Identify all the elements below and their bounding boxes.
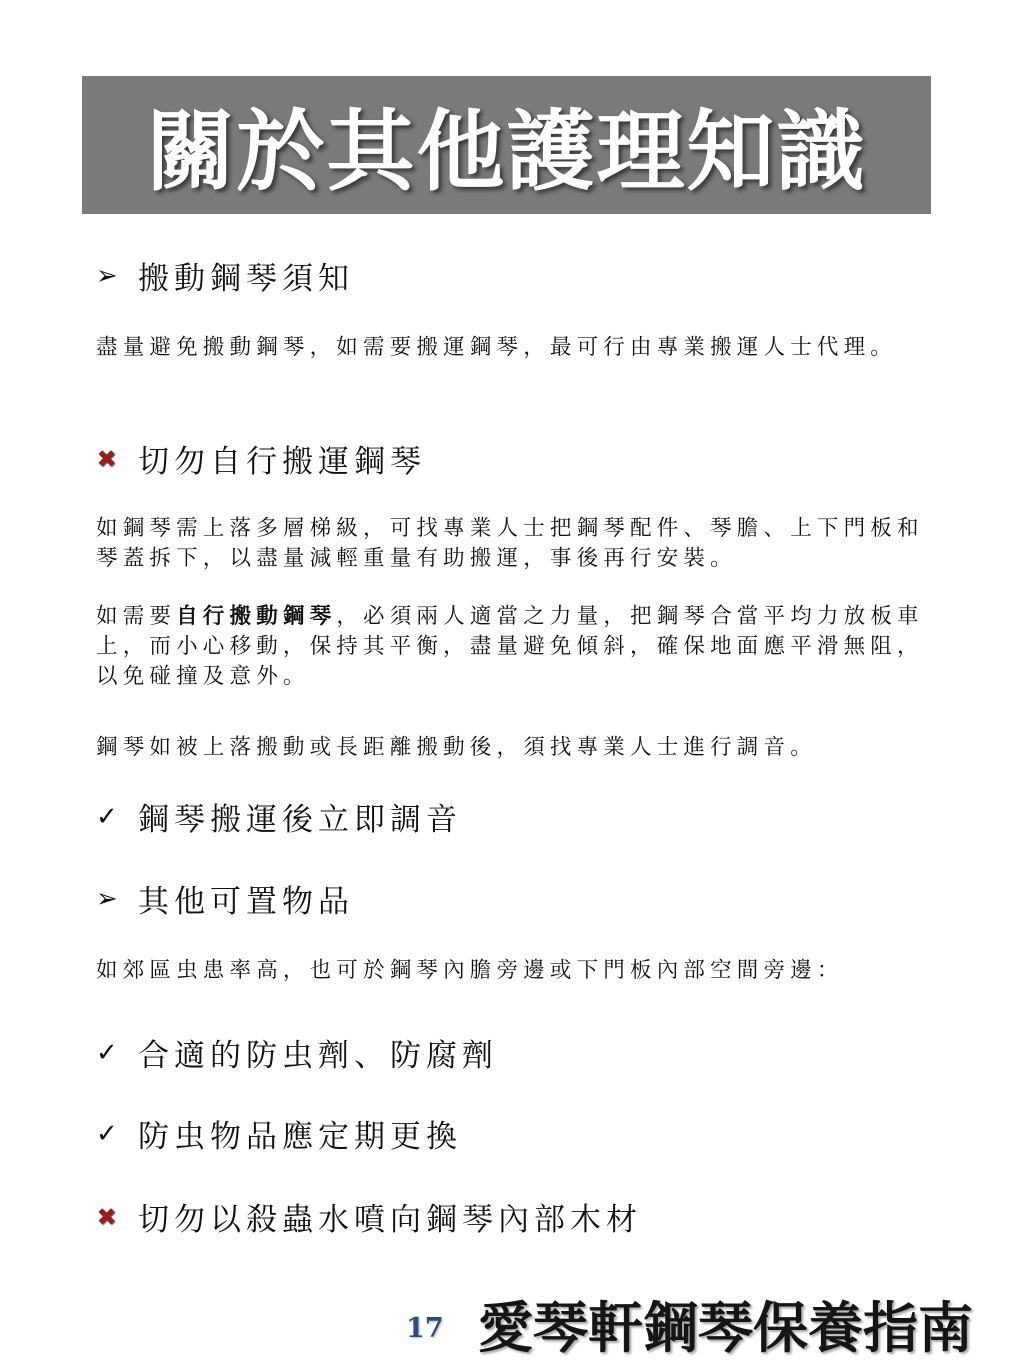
page-number: 17 bbox=[406, 1313, 444, 1344]
heading-text: 其他可置物品 bbox=[138, 884, 354, 920]
paragraph-avoid-moving: 盡量避免搬動鋼琴，如需要搬運鋼琴，最可行由專業搬運人士代理。 bbox=[96, 335, 898, 360]
title-banner bbox=[82, 76, 931, 214]
heading-tune-after-move bbox=[96, 794, 462, 839]
heading-text: 防虫物品應定期更換 bbox=[138, 1119, 462, 1155]
check-mark-icon: ✓ bbox=[96, 1037, 123, 1068]
heading-text: 搬動鋼琴須知 bbox=[138, 261, 354, 297]
check-mark-icon: ✓ bbox=[96, 1118, 123, 1149]
arrow-bullet-icon: ➢ bbox=[96, 883, 123, 914]
heading-do-not-self-move bbox=[96, 436, 426, 481]
brand-title: 愛琴軒鋼琴保養指南 bbox=[478, 1295, 974, 1360]
heading-text: 切勿以殺蟲水噴向鋼琴內部木材 bbox=[138, 1202, 642, 1238]
heading-text: 合適的防虫劑、防腐劑 bbox=[138, 1038, 498, 1074]
heading-moving-notes bbox=[96, 253, 354, 298]
check-mark-icon: ✓ bbox=[96, 801, 123, 832]
heading-repellent bbox=[96, 1030, 498, 1075]
page-title: 關於其他護理知識 bbox=[146, 99, 867, 203]
heading-text: 鋼琴搬運後立即調音 bbox=[138, 802, 462, 838]
heading-replace-regularly bbox=[96, 1111, 462, 1156]
paragraph-tuning: 鋼琴如被上落搬動或長距離搬動後，須找專業人士進行調音。 bbox=[96, 735, 817, 760]
self-move-prefix: 如需要 bbox=[96, 604, 177, 629]
paragraph-self-move bbox=[96, 602, 936, 692]
cross-mark-icon: ✖ bbox=[96, 1202, 122, 1231]
paragraph-suburb: 如郊區虫患率高，也可於鋼琴內膽旁邊或下門板內部空間旁邊： bbox=[96, 958, 844, 983]
heading-other-items bbox=[96, 876, 354, 921]
self-move-suffix: ，必須兩人適當之力量，把鋼琴合當平均力放板車上，而小心移動，保持其平衡，盡量避免傾斜，確保地面應平滑無阻，以免碰撞及意外。 bbox=[96, 604, 924, 689]
self-move-emphasis: 自行搬動鋼琴 bbox=[176, 604, 337, 629]
heading-text: 切勿自行搬運鋼琴 bbox=[138, 444, 426, 480]
paragraph-multi-floor: 如鋼琴需上落多層梯級，可找專業人士把鋼琴配件、琴膽、上下門板和琴蓋拆下，以盡量減輕重量有助搬運，事後再行安裝。 bbox=[96, 516, 924, 571]
arrow-bullet-icon: ➢ bbox=[96, 260, 123, 291]
cross-mark-icon: ✖ bbox=[96, 444, 122, 473]
heading-no-spray bbox=[96, 1194, 642, 1239]
